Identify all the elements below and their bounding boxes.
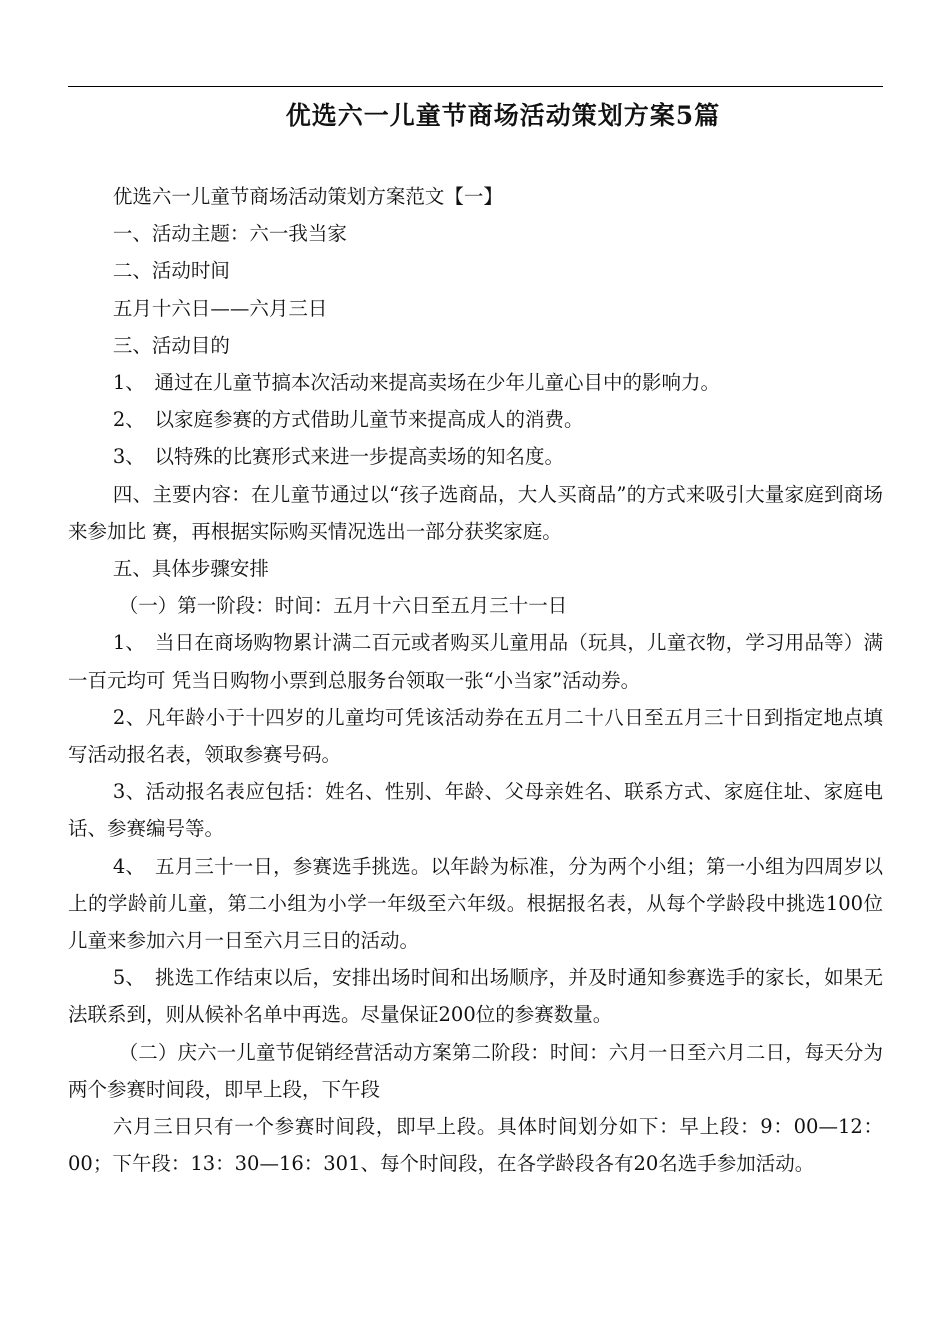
paragraph: 3、活动报名表应包括：姓名、性别、年龄、父母亲姓名、联系方式、家庭住址、家庭电话、参赛编号等。 [68,780,883,841]
document-body [68,178,883,1182]
paragraph: 四、主要内容：在儿童节通过以“孩子选商品，大人买商品”的方式来吸引大量家庭到商场来参加比 赛，再根据实际购买情况选出一部分获奖家庭。 [68,482,883,543]
paragraph: 优选六一儿童节商场活动策划方案范文【一】 [112,185,503,208]
paragraph: （一）第一阶段：时间：五月十六日至五月三十一日 [118,594,568,618]
paragraph: 2、 以家庭参赛的方式借助儿童节来提高成人的消费。 [112,408,584,432]
paragraph: 2、凡年龄小于十四岁的儿童均可凭该活动券在五月二十八日至五月三十日到指定地点填写活动报名表，领取参赛号码。 [68,705,883,767]
document-title: 优选六一儿童节商场活动策划方案5篇 [285,101,721,130]
paragraph: 1、 当日在商场购物累计满二百元或者购买儿童用品（玩具，儿童衣物，学习用品等）满一百元均可 凭当日购物小票到总服务台领取一张“小当家”活动券。 [68,631,883,692]
paragraph: 二、活动时间 [112,259,230,283]
paragraph: 一、活动主题：六一我当家 [112,222,347,246]
paragraph: 五、具体步骤安排 [112,557,269,581]
paragraph: 五月十六日——六月三日 [112,296,328,320]
paragraph: 六月三日只有一个参赛时间段，即早上段。具体时间划分如下：早上段：9：00—12：00；下午段：13：30—16：301、每个时间段，在各学龄段各有20名选手参加活动。 [68,1115,883,1176]
paragraph: 5、 挑选工作结束以后，安排出场时间和出场顺序，并及时通知参赛选手的家长，如果无法联系到，则从候补名单中再选。尽量保证200位的参赛数量。 [68,966,883,1027]
paragraph: 1、 通过在儿童节搞本次活动来提高卖场在少年儿童心目中的影响力。 [112,371,721,395]
paragraph: 三、活动目的 [112,333,230,357]
paragraph: 4、 五月三十一日，参赛选手挑选。以年龄为标准，分为两个小组；第一小组为四周岁以上的学龄前儿童，第二小组为小学一年级至六年级。根据报名表，从每个学龄段中挑选100位儿童来参加六月一日至六月三日的活动。 [68,854,883,953]
header-rule [68,86,883,87]
paragraph: 3、 以特殊的比赛形式来进一步提高卖场的知名度。 [112,445,565,469]
paragraph: （二）庆六一儿童节促销经营活动方案第二阶段：时间：六月一日至六月二日，每天分为两个参赛时间段，即早上段，下午段 [68,1040,883,1101]
